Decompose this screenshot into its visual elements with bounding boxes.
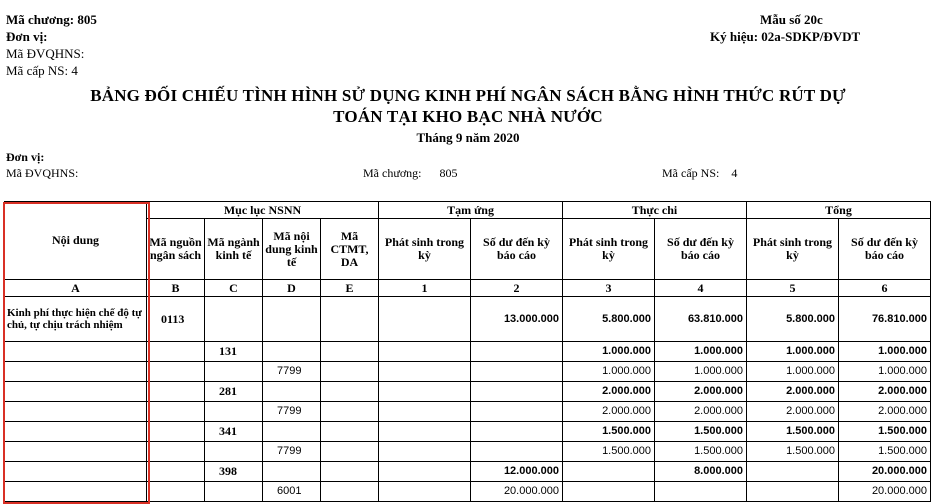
cell-tam-ung-so-du: 12.000.000 — [471, 462, 563, 482]
cell-ma-ctmt — [321, 422, 379, 442]
cell-thuc-chi-so-du: 8.000.000 — [655, 462, 747, 482]
cell-ma-ctmt — [321, 462, 379, 482]
cell-ma-ctmt — [321, 482, 379, 502]
col-tong-so-du: Số dư đến kỳ báo cáo — [839, 219, 931, 280]
cell-ma-nganh — [205, 297, 263, 342]
header-mau-so: Mẫu số 20c — [760, 12, 823, 27]
cell-tong-phat-sinh: 5.800.000 — [747, 297, 839, 342]
col-tam-ung-so-du: Số dư đến kỳ báo cáo — [471, 219, 563, 280]
cell-tong-phat-sinh — [747, 482, 839, 502]
info-don-vi: Đơn vị: — [6, 150, 45, 164]
code-cell: D — [263, 280, 321, 297]
cell-ma-ctmt — [321, 402, 379, 422]
info-ma-cap-ns-value: 4 — [731, 166, 738, 180]
col-ma-noi-dung: Mã nội dung kinh tế — [263, 219, 321, 280]
cell-ma-nguon — [147, 442, 205, 462]
cell-tong-so-du: 1.000.000 — [839, 342, 931, 362]
cell-ma-noi-dung: 7799 — [263, 402, 321, 422]
code-cell: 6 — [839, 280, 931, 297]
cell-tong-phat-sinh: 2.000.000 — [747, 402, 839, 422]
info-ma-cap-ns-label: Mã cấp NS: — [662, 166, 720, 180]
col-tong-phat-sinh: Phát sinh trong kỳ — [747, 219, 839, 280]
cell-thuc-chi-so-du: 1.000.000 — [655, 342, 747, 362]
col-ma-nguon: Mã nguồn ngân sách — [147, 219, 205, 280]
cell-ma-nguon — [147, 382, 205, 402]
report-title-line2: TOÁN TẠI KHO BẠC NHÀ NƯỚC — [333, 107, 603, 126]
cell-tam-ung-phat-sinh — [379, 462, 471, 482]
cell-ma-nguon — [147, 482, 205, 502]
cell-tam-ung-so-du: 20.000.000 — [471, 482, 563, 502]
report-title-line1: BẢNG ĐỐI CHIẾU TÌNH HÌNH SỬ DỤNG KINH PHÍ NGÂN SÁCH BẰNG HÌNH THỨC RÚT DỰ — [90, 86, 846, 105]
code-cell: A — [5, 280, 147, 297]
cell-ma-nganh — [205, 442, 263, 462]
col-ma-ctmt: Mã CTMT, DA — [321, 219, 379, 280]
cell-tam-ung-so-du — [471, 402, 563, 422]
cell-ma-nganh: 131 — [205, 342, 263, 362]
cell-tong-so-du: 20.000.000 — [839, 462, 931, 482]
cell-tong-phat-sinh: 1.500.000 — [747, 422, 839, 442]
cell-tong-phat-sinh — [747, 462, 839, 482]
code-cell: C — [205, 280, 263, 297]
header-ky-hieu: Ký hiệu: 02a-SDKP/ĐVDT — [710, 29, 861, 44]
code-cell: 1 — [379, 280, 471, 297]
cell-ma-noi-dung: 7799 — [263, 362, 321, 382]
cell-tong-so-du: 20.000.000 — [839, 482, 931, 502]
code-cell: 2 — [471, 280, 563, 297]
info-ma-cap-ns — [662, 166, 737, 181]
cell-thuc-chi-phat-sinh: 1.000.000 — [563, 342, 655, 362]
cell-tong-so-du: 76.810.000 — [839, 297, 931, 342]
cell-thuc-chi-phat-sinh — [563, 462, 655, 482]
cell-tam-ung-so-du — [471, 382, 563, 402]
info-ma-chuong — [363, 166, 458, 181]
cell-ma-nganh: 341 — [205, 422, 263, 442]
cell-tam-ung-phat-sinh — [379, 442, 471, 462]
cell-ma-noi-dung — [263, 462, 321, 482]
cell-tam-ung-phat-sinh — [379, 482, 471, 502]
cell-tam-ung-phat-sinh — [379, 382, 471, 402]
col-thuc-chi-so-du: Số dư đến kỳ báo cáo — [655, 219, 747, 280]
cell-thuc-chi-phat-sinh: 1.500.000 — [563, 422, 655, 442]
code-cell: 3 — [563, 280, 655, 297]
info-ma-dvqhns: Mã ĐVQHNS: — [6, 166, 79, 180]
cell-ma-nguon: 0113 — [147, 297, 205, 342]
cell-tong-phat-sinh: 1.500.000 — [747, 442, 839, 462]
cell-tong-phat-sinh: 1.000.000 — [747, 362, 839, 382]
group-muc-luc-nsnn: Mục lục NSNN — [147, 202, 379, 219]
cell-tong-phat-sinh: 2.000.000 — [747, 382, 839, 402]
cell-ma-noi-dung: 6001 — [263, 482, 321, 502]
cell-tam-ung-phat-sinh — [379, 362, 471, 382]
cell-ma-nganh: 398 — [205, 462, 263, 482]
cell-tong-so-du: 2.000.000 — [839, 402, 931, 422]
cell-tam-ung-so-du — [471, 362, 563, 382]
cell-ma-nganh — [205, 482, 263, 502]
code-cell: B — [147, 280, 205, 297]
cell-ma-noi-dung: 7799 — [263, 442, 321, 462]
cell-thuc-chi-so-du: 2.000.000 — [655, 402, 747, 422]
cell-ma-noi-dung — [263, 422, 321, 442]
cell-thuc-chi-so-du — [655, 482, 747, 502]
header-ma-cap-ns: Mã cấp NS: 4 — [6, 63, 78, 78]
header-ma-chuong: Mã chương: 805 — [6, 12, 97, 27]
cell-tam-ung-so-du: 13.000.000 — [471, 297, 563, 342]
cell-ma-ctmt — [321, 297, 379, 342]
cell-tam-ung-phat-sinh — [379, 402, 471, 422]
cell-thuc-chi-so-du: 1.000.000 — [655, 362, 747, 382]
cell-tong-so-du: 1.000.000 — [839, 362, 931, 382]
cell-tam-ung-phat-sinh — [379, 297, 471, 342]
cell-tong-phat-sinh: 1.000.000 — [747, 342, 839, 362]
cell-thuc-chi-phat-sinh: 1.500.000 — [563, 442, 655, 462]
col-thuc-chi-phat-sinh: Phát sinh trong kỳ — [563, 219, 655, 280]
noi-dung-highlight-box — [3, 202, 150, 504]
cell-tam-ung-so-du — [471, 442, 563, 462]
cell-ma-noi-dung — [263, 297, 321, 342]
cell-thuc-chi-phat-sinh — [563, 482, 655, 502]
info-ma-chuong-value: 805 — [439, 166, 458, 180]
cell-ma-nganh — [205, 362, 263, 382]
cell-thuc-chi-so-du: 1.500.000 — [655, 422, 747, 442]
cell-noi-dung: Kinh phí thực hiện chế độ tự chủ, tự chịu trách nhiệm — [5, 297, 147, 342]
report-period: Tháng 9 năm 2020 — [416, 130, 520, 145]
cell-ma-nguon — [147, 342, 205, 362]
cell-thuc-chi-phat-sinh: 2.000.000 — [563, 402, 655, 422]
cell-tam-ung-phat-sinh — [379, 342, 471, 362]
cell-ma-ctmt — [321, 362, 379, 382]
cell-tong-so-du: 2.000.000 — [839, 382, 931, 402]
cell-ma-nguon — [147, 462, 205, 482]
cell-tong-so-du: 1.500.000 — [839, 442, 931, 462]
cell-thuc-chi-phat-sinh: 1.000.000 — [563, 362, 655, 382]
cell-ma-ctmt — [321, 442, 379, 462]
cell-ma-ctmt — [321, 342, 379, 362]
cell-tam-ung-so-du — [471, 422, 563, 442]
cell-ma-nganh: 281 — [205, 382, 263, 402]
col-ma-nganh: Mã ngành kinh tế — [205, 219, 263, 280]
cell-ma-nguon — [147, 362, 205, 382]
cell-tong-so-du: 1.500.000 — [839, 422, 931, 442]
cell-ma-nguon — [147, 422, 205, 442]
cell-thuc-chi-phat-sinh: 2.000.000 — [563, 382, 655, 402]
cell-ma-nganh — [205, 402, 263, 422]
code-cell: E — [321, 280, 379, 297]
cell-ma-ctmt — [321, 382, 379, 402]
cell-tam-ung-so-du — [471, 342, 563, 362]
col-tam-ung-phat-sinh: Phát sinh trong kỳ — [379, 219, 471, 280]
code-cell: 5 — [747, 280, 839, 297]
code-cell: 4 — [655, 280, 747, 297]
cell-ma-noi-dung — [263, 382, 321, 402]
cell-thuc-chi-so-du: 63.810.000 — [655, 297, 747, 342]
group-tong: Tổng — [747, 202, 931, 219]
cell-thuc-chi-so-du: 2.000.000 — [655, 382, 747, 402]
cell-thuc-chi-so-du: 1.500.000 — [655, 442, 747, 462]
info-ma-chuong-label: Mã chương: — [363, 166, 422, 180]
col-noi-dung: Nội dung — [5, 202, 147, 280]
cell-ma-nguon — [147, 402, 205, 422]
header-don-vi: Đơn vị: — [6, 29, 48, 44]
cell-ma-noi-dung — [263, 342, 321, 362]
group-tam-ung: Tạm ứng — [379, 202, 563, 219]
cell-thuc-chi-phat-sinh: 5.800.000 — [563, 297, 655, 342]
cell-tam-ung-phat-sinh — [379, 422, 471, 442]
header-ma-dvqhns: Mã ĐVQHNS: — [6, 46, 85, 61]
group-thuc-chi: Thực chi — [563, 202, 747, 219]
